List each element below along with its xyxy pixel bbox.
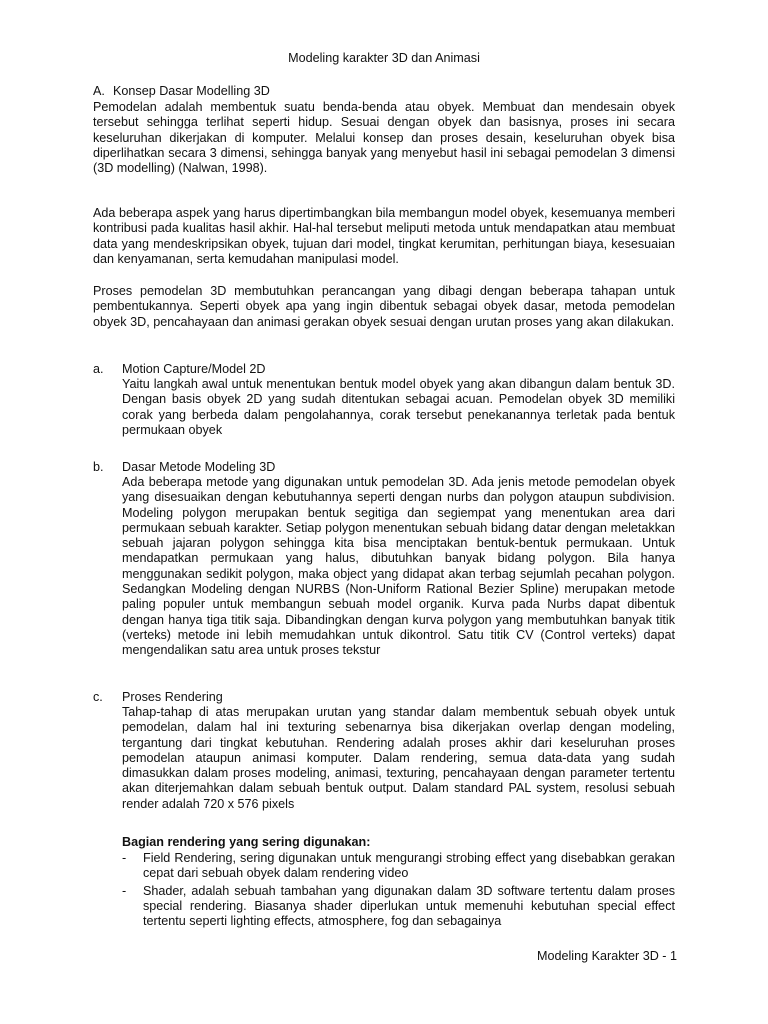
paragraph-text: Ada beberapa aspek yang harus dipertimbangkan bila membangun model obyek, kesemuanya memberi kontribusi pada kualitas hasil akhir. Hal-hal tersebut meliputi metoda untuk mendapatkan atau membuat data yang mendeskripsikan obyek, tujuan dari model, tingkat kerumitan, perhitungan biaya, kesesuaian dan kenyamanan, serta kemudahan manipulasi model. (93, 206, 675, 266)
list-item (122, 884, 675, 930)
section-a-heading (93, 84, 270, 99)
paragraph-text: Pemodelan adalah membentuk suatu benda-benda atau obyek. Membuat dan mendesain obyek tersebut sehingga terlihat seperti hidup. Sesuai dengan obyek dan basisnya, proses ini secara keseluruhan dikerjakan di komputer. Melalui konsep dan proses desain, keseluruhan obyek bisa diperlihatkan secara 3 dimensi, sehingga banyak yang menyebut hasil ini sebagai pemodelan 3 dimensi (3D modelling) (Nalwan, 1998). (93, 100, 675, 176)
subsection-heading: Proses Rendering (122, 690, 223, 704)
subsection-letter: a. (93, 362, 104, 376)
subsection-letter: b. (93, 460, 104, 474)
subsection-heading: Dasar Metode Modeling 3D (122, 460, 276, 474)
paragraph-1 (93, 100, 675, 176)
subsection-letter: c. (93, 690, 103, 704)
paragraph-text: Proses pemodelan 3D membutuhkan perancangan yang dibagi dengan beberapa tahapan untuk pembentukannya. Seperti obyek apa yang ingin dibentuk sebagai obyek dasar, metoda pemodelan obyek 3D, pencahayaan dan animasi gerakan obyek sesuai dengan urutan proses yang akan dilakukan. (93, 284, 675, 329)
subsection-text: Ada beberapa metode yang digunakan untuk pemodelan 3D. Ada jenis metode pemodelan obyek yang disesuaikan dengan kebutuhannya seperti dengan nurbs dan polygon ataupun subdivision. Modeling polygon merupakan bentuk segitiga dan segiempat yang menentukan area dari permukaan sebuah karakter. Setiap polygon menentukan sebuah bidang datar dengan meletakkan sebuah jajaran polygon sehingga kita bisa menciptakan bentuk-bentuk permukaan. Untuk mendapatkan permukaan yang halus, dibutuhkan banyak bidang polygon. Bila hanya menggunakan sedikit polygon, maka object yang didapat akan terbag sejumlah pecahan polygon. Sedangkan Modeling dengan NURBS (Non-Uniform Rational Bezier Spline) merupakan metode paling populer untuk membangun sebuah model organik. Kurva pada Nurbs dapat dibentuk dengan hanya tiga titik saja. Dibandingkan dengan kurva polygon yang membutuhkan banyak titik (verteks) metode ini lebih memudahkan untuk dikontrol. Satu titik CV (Control verteks) dapat mengendalikan satu area untuk proses tekstur (122, 475, 675, 658)
section-a-title: Konsep Dasar Modelling 3D (113, 84, 270, 98)
list-item-text: Shader, adalah sebuah tambahan yang digunakan dalam 3D software tertentu dalam proses special rendering. Biasanya shader diperlukan untuk memenuhi kebutuhan special effect tertentu seperti lighting effects, atmosphere, fog dan sebagainya (143, 883, 675, 929)
rendering-parts-list (122, 851, 675, 931)
document-title: Modeling karakter 3D dan Animasi (288, 51, 480, 65)
paragraph-2 (93, 206, 675, 267)
list-item-text: Field Rendering, sering digunakan untuk mengurangi strobing effect yang disebabkan gerakan cepat dari sebuah obyek dalam rendering video (143, 851, 675, 881)
section-a-number: A. (93, 84, 105, 98)
subsection-text: Tahap-tahap di atas merupakan urutan yang standar dalam membentuk sebuah obyek untuk pemodelan, dalam hal ini texturing sebenarnya bisa dikerjakan overlap dengan modeling, tergantung dari tingkat kebutuhan. Rendering adalah proses akhir dari keseluruhan proses pemodelan ataupun animasi komputer. Dalam rendering, semua data-data yang sudah dimasukkan dalam proses modeling, animasi, texturing, pencahayaan dengan parameter tertentu akan diterjemahkan dalam sebuah bentuk output. Dalam standard PAL system, resolusi sebuah render adalah 720 x 576 pixels (122, 705, 675, 811)
bullet-dash: - (122, 883, 127, 898)
paragraph-3 (93, 284, 675, 330)
subsection-heading: Motion Capture/Model 2D (122, 362, 266, 376)
list-item (122, 851, 675, 882)
bullet-dash: - (122, 851, 127, 865)
subsection-text: Yaitu langkah awal untuk menentukan bentuk model obyek yang akan dibangun dalam bentuk 3D. Dengan basis obyek 2D yang sudah ditentukan sebagai acuan. Pemodelan obyek 3D memiliki corak yang berbeda dalam pengolahannya, corak tersebut penekanannya terletak pada bentuk permukaan obyek (122, 377, 675, 437)
rendering-parts-title: Bagian rendering yang sering digunakan: (122, 835, 371, 849)
page-footer: Modeling Karakter 3D - 1 (537, 949, 677, 963)
